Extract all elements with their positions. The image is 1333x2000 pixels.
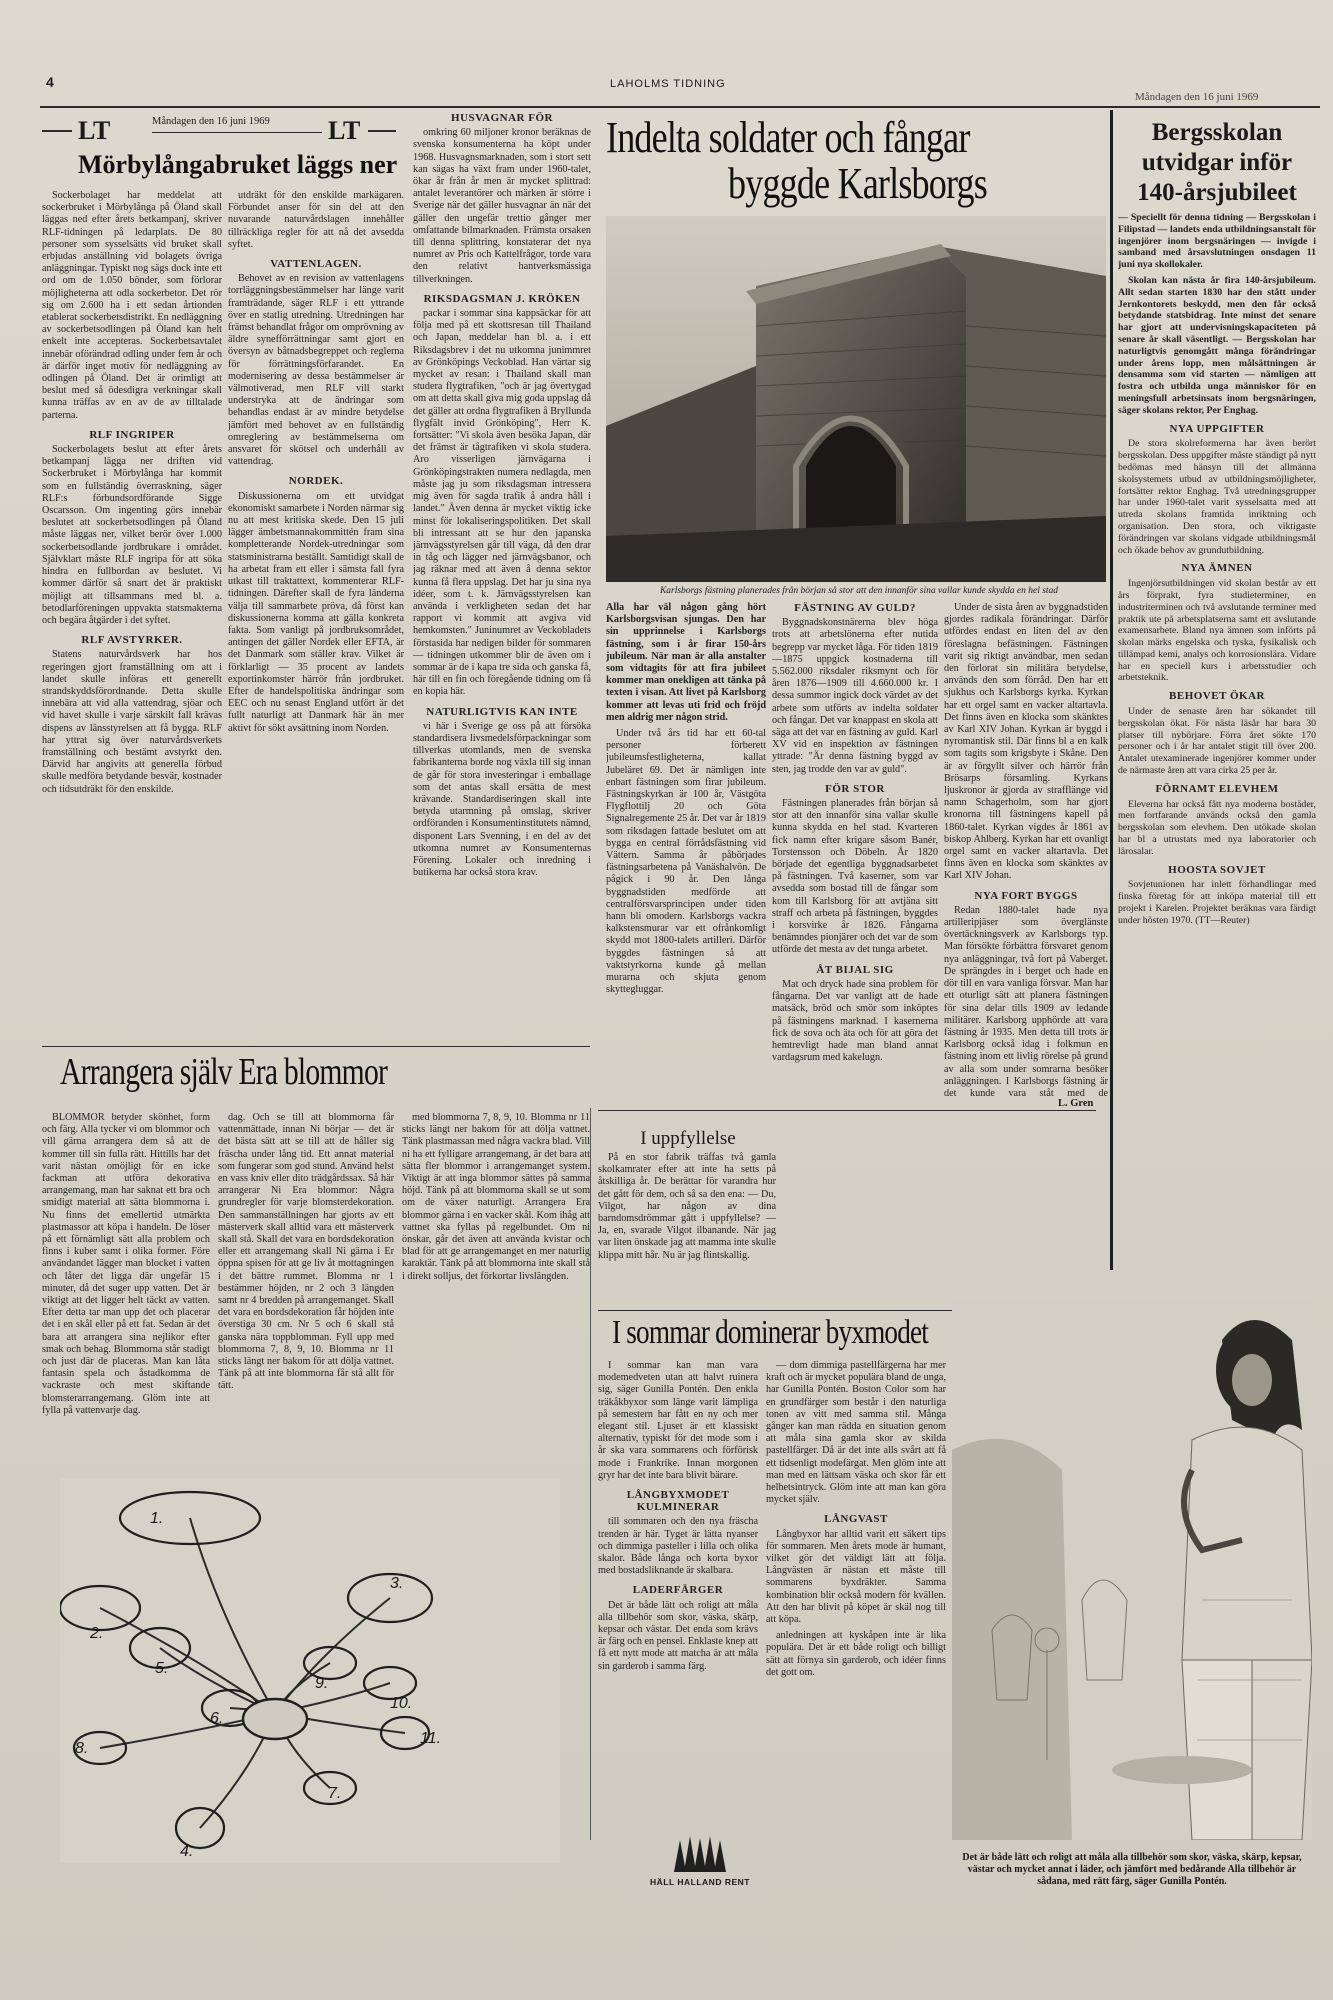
- sugar-column-1: [42, 190, 222, 1042]
- byxmode-paragraph: Långbyxor har alltid varit ett säkert tips för sommaren. Men årets mode är humant, vilket gör det väldigt lätt att följa. Långvästen är nästan ett måste till sommarens byxdräkter. Samma kombination blir också modern för kvällen. Att den har blivit på köpet är skäl nog till att köpa.: [766, 1528, 946, 1626]
- bergsskolan-headline: [1114, 118, 1320, 210]
- bergsskolan-headline-line3: 140-årsjubileet: [1137, 179, 1297, 206]
- bergsskolan-subhead-behovet: BEHOVET ÖKAR: [1169, 690, 1265, 703]
- flower-number-label: 3.: [390, 1575, 404, 1592]
- fashion-model-illustration: [952, 1300, 1312, 1840]
- paper-name: LAHOLMS TIDNING: [610, 78, 726, 90]
- byxmode-subhead-langvast: LÅNGVAST: [824, 1513, 888, 1526]
- karlsborg-fortress-photo: [606, 216, 1106, 582]
- flowers-column-1: [42, 1112, 210, 1468]
- notice-paragraph: packar i sommar sina kappsäckar för att följa med på ett skottsresan till Thailand och Japan, meddelar han bl. a. i ett Riksdagsbrev i det nu utkomna junimmret av Grönköpings Veckoblad. Han värtar sig mycket av resan: i Thailand skall man studera flygtrafiken, "och är jag övertygad om att detta skall giva mig goda uppslag då det gäller att ordna flygtrafiken å Bryllunda flygfält invid Grönköping", Herr K. fortsätter: "Vi skola även besöka Japan, där det främst är tågtrafiken vi skola studera. Aro visserligen järnvägarna i Grönköpingstrakten numera nedlagda, men måste jag ju som riksdagsman intressera mig även för sagda trafik å andra håll i landet." Även denna är mycket viktig icke minst för lokaliseringspolitiken. Det skall bli intressant att se hur den japanska järnvägsstyrelsen går till väga, då den drar in tåg och lägger ned järnvägsbanor, och jag räknar med att även å denna sektor kunna få flera uppslag. Det har ju sina nya idéer, som t. k. Järnvägsstyrelsen kan använda i verkligheten sedan det har rapport vi kommit att avgiva vid hemkomsten." Juninumret av Veckobladets förstasida har nedigen bilder för sommaren — tidningen utkommer blir de även om i sommar är de i kapa tre sida och ganska få, här till en fin och föregående tidning om få en kopia här.: [413, 308, 591, 698]
- hall-halland-rent-ad: [640, 1836, 760, 1896]
- bergsskolan-column: [1118, 212, 1316, 1262]
- karlsborg-headline-line2: byggde Karlsborgs: [728, 159, 987, 208]
- flower-number-label: 10.: [390, 1695, 413, 1712]
- bergsskolan-headline-line2: utvidgar inför: [1141, 149, 1293, 176]
- lt-logo-right: LT: [328, 116, 361, 145]
- header-date: Måndagen den 16 juni 1969: [1135, 91, 1259, 103]
- sidebar-divider: [1110, 110, 1113, 1270]
- sugar-headline: Mörbylångabruket läggs ner: [78, 150, 398, 179]
- masthead-date: Måndagen den 16 juni 1969: [152, 116, 270, 127]
- flower-number-label: 1.: [150, 1510, 164, 1527]
- bergsskolan-subhead-uppgifter: NYA UPPGIFTER: [1169, 422, 1265, 435]
- flowers-paragraph: med blommorna 7, 8, 9, 10. Blomma nr 11 sticks längt ner bakom för att dölja vattnet. Tänk plastmassan med några vackra blad. Vill ni ha ett fylligare arrangemang, är det bara att sätta fler blommor i arrangemanget system. Viktigt är att inga blommor sättes på samma höjd. Tänk på att blommorna skall se ut som om de växer naturligt. Arrangera Era blommor gärna i en vacker skål. Kom ihåg att vattnet ska fyllas på regelbundet. Om ni önskar, går det även att använda kvistar och blad för att ge arrangemanget en mer naturlig karaktär. Tänk på att blommorna inte skall stå i direkt solljus, det förkortar livslängden.: [402, 1112, 590, 1282]
- karlsborg-lede: Alla har väl någon gång hört Karlsborgsvisan sjungas. Den har sin upprinnelse i Karlsborgs fästning, som i år firar 150-års jubileum. När man är alla anstalter som vidtagits för att fira jubileet kommer man onekligen att tänka på texten i visan. Att livet på Karlsborg kommer att levas uti frid och fröjd men aldrig mer någon strid.: [606, 602, 766, 723]
- karlsborg-paragraph: Mat och dryck hade sina problem för fångarna. Det var vanligt att de hade matsäck, bröd och smör som inköptes på fästningens marknad. I kasernerna fick de sova och äta och för att göra det hemtrevligt hade man bland annat vardagsrum med kakelugn.: [772, 978, 938, 1064]
- karlsborg-column-3: [944, 602, 1108, 1100]
- karlsborg-subhead-guld: FÄSTNING AV GULD?: [794, 602, 916, 614]
- byxmode-column-1: [598, 1360, 758, 1840]
- flowers-paragraph: dag. Och se till att blommorna får vattenmättade, innan Ni börjar — det är det bästa sätt att se till att de håller sig fräscha under lång tid. Ett annat material som fungerar som god stund. Använd helst en vass kniv eller dito trädgårdssax. Så här arrangerar Ni Era blommor: Några grundregler för varje blomsterdekoration. Den sammanställningen har gjorts av ett mästerverk skall alltid vara ett mästerverk skall stå. Skall det vara en bordsdekoration eller ett arrangemang skall Ni gärna i Er öppna spisen för att ge liv åt mottagningen i det bättre rummet. Blomma nr 1 bestämmer höjden, nr 2 och 3 längden samt nr 4 bredden på arrangemanget. Skall det vara en bordsdekoration får höjden inte överstiga 30 cm. Nr 5 och 6 skall stå ganska nära toppblomman. Fyll upp med blommorna 7, 8, 9, 10. Blomma nr 11 sticks längt ner bakom för att dölja vattnet. Tänk på att inte blommorna får stå allt för tätt.: [218, 1112, 394, 1392]
- karlsborg-headline: [598, 112, 1110, 210]
- notice-subhead-husvagnar: HUSVAGNAR FÖR: [451, 112, 553, 124]
- bergsskolan-subhead-amnen: NYA ÄMNEN: [1181, 562, 1253, 575]
- byxmode-subhead-langbyxmodet: LÅNGBYXMODET KULMINERAR: [626, 1489, 730, 1514]
- uppfyllelse-top-rule: [598, 1110, 1096, 1111]
- sugar-paragraph: Behovet av en revision av vattenlagens torrläggningsbestämmelser har länge varit framträdande, säger RLF i ett yttrande över en statlig utredning. Utredningen har främst behandlat frågor om omprövning av äldre synefförrättningar samt gjort en översyn av båtnadsbegreppet och reglerna för förrättningsförfarandet. En modernisering av dessa bestämmelser är välmotiverad, men RLF vill starkt understryka att de ändringar som behandlas endast är av mindre betydelse jämfört med behovet av en fullständig omreglering av bestämmelserna om ansvaret för skötsel och underhåll av vattendrag.: [228, 273, 404, 468]
- notice-paragraph: vi här i Sverige ge oss på att försöka standardisera livsmedelsförpackningar som tillverkas utomlands, men de svenska fabrikanterna borde nog växla till sig innan de går för stora investeringar i emballage som det antas skall ersätta de mest krävande. Standardiseringen skall inte betyda utarmning på omslag, skriver ordföranden i Konsumentinstitutets nämnd, disponent Lars Svenning, i en del av det utkomna numret av Konsumenternas Förening. Lokaler och inredning i butikerna har också stora krav.: [413, 720, 591, 879]
- flower-number-label: 8.: [75, 1740, 89, 1757]
- fashion-photo: [952, 1300, 1312, 1840]
- masthead-rule-left: [42, 130, 72, 132]
- sugar-paragraph: Sockerbolagets beslut att efter årets betkampanj lägga ner driften vid Sockerbruket i Mörbylånga har kommit som en fullständig överraskning, säger RLF:s förbundsordförande Sigge Oscarsson. Om ingenting görs innebär beslutet att sockerbetsodlingen på Öland måste läggas ner, vilket berör över 1.000 sockerbetsodlande jordbrukare i området. Självklart måste RLF ingripa för att söka hindra en fullbordan av beslutet. Vi kommer därför så snart det är praktiskt möjligt att tillsammans med bl. a. betodlarföreningen uppvakta statsmakterna och begära åtgärder i det syftet.: [42, 444, 222, 626]
- lt-masthead: [42, 116, 422, 144]
- flower-number-label: 4.: [180, 1843, 194, 1860]
- byxmode-column-2: [766, 1360, 946, 1780]
- karlsborg-paragraph: Fästningen planerades från början så stor att den innanför sina vallar skulle kunna skydda en hel stad. Kvarteren fick namn efter krigare såsom Banér, Torstensson och Döbeln. År 1820 började det egentliga byggnadsarbetet på fästningen. Två kaserner, som var avsedda som bostad till de fångar som kom till Karlsborg för att avtjäna sitt straff och arbeta på fästningen, byggdes i korsvirke år 1826. Fångarna benämndes pionjärer och det var de som utförde det mesta av det tunga arbetet.: [772, 798, 938, 956]
- bergsskolan-paragraph: Sovjetunionen har inlett förhandlingar med finska företag för att inköpa material till ett projekt i Karelen. Projektet beräknas vara färdigt under hösten 1970. (TT—Reuter): [1118, 879, 1316, 926]
- bergsskolan-headline-line1: Bergsskolan: [1151, 119, 1283, 146]
- karlsborg-column-2: [772, 602, 938, 1100]
- flower-number-label: 11.: [420, 1730, 442, 1747]
- karlsborg-headline-line1: Indelta soldater och fångar: [606, 113, 970, 162]
- notices-column: [413, 112, 591, 1042]
- ad-brand-text: HÄLL HALLAND RENT: [650, 1877, 750, 1887]
- byxmode-paragraph: till sommaren och den nya fräscha trenden är här. Tyget är lätta nyanser och dimmiga pasteller i lilla och olika skalor. Både långa och korta byxor med bostadsliknande är skalbara.: [598, 1516, 758, 1577]
- flower-arrangement-diagram: [60, 1478, 560, 1863]
- byxmode-paragraph: I sommar kan man vara modemedveten utan att halvt ruinera sig, säger Gunilla Pontén. Den enkla träkåkbyxor som länge varit lämpliga på semestern har fått en ny och mer elegant stil. Ljuset är ett klassiskt alternativ, typiskt för det mode som i år ska vara sommarens och förförisk mode i Frankrike. Innan morgonen gryr har det inte bara blivit bärare.: [598, 1360, 758, 1481]
- notice-subhead-naturligtvis: NATURLIGTVIS KAN INTE: [426, 705, 578, 718]
- bergsskolan-paragraph: De stora skolreformerna har även berört bergsskolan. Dess uppgifter måste ständigt på nytt bedömas med hänsyn till det allmänna skolsystemets utbud av utbildningsmöjligheter, fortsätter rektor Enghag. Två utredningsgrupper har under 1960-talet varit sysselsatta med att utreda skolans framtida inriktning och organisation. Den stora, och viktigaste förändringen var skolans vidgade utbildningsmål och ökade behov av grundutbildning.: [1118, 438, 1316, 556]
- bergsskolan-paragraph: Under de senaste åren har sökandet till bergsskolan ökat. För nästa läsår har bara 30 platser till nybörjare. Förra året sökte 170 personer och i år har antalet stigit till över 200. Antalet utexaminerade ingenjörer kommer under de närmaste åren att vara cirka 25 per år.: [1118, 706, 1316, 777]
- karlsborg-paragraph: Byggnadskonstnärerna blev höga trots att arbetslönerna efter nutida begrepp var mycket låga. För tiden 1819—1875 uppgick kostnaderna till 5.562.000 riksdaler riksmynt och för åren 1876—1909 till 4.660.000 kr. I dessa summor ingick dock värdet av det arbete som utförts av indelta soldater och fångar. Det var knappast en skola att säga att det var en fästning av guld. Karl XV vid en inspektion av fästningen yttrade: "Är denna fästning byggd av sten, jag trodde den var av guld".: [772, 617, 938, 775]
- karlsborg-subhead-for-stor: FÖR STOR: [825, 782, 885, 795]
- lt-logo-left: LT: [78, 116, 111, 145]
- flowers-headline: Arrangera själv Era blommor: [60, 1051, 388, 1093]
- notice-subhead-riksdagsman: RIKSDAGSMAN J. KRÖKEN: [423, 292, 581, 305]
- bergsskolan-paragraph: Ingenjörsutbildningen vid skolan består av ett års förprakt, fyra studieterminer, en industriterminen och två avslutande terminer med praktik ute på arbetsplatserna samt ett avslutande examensarbete. Bland nya ämnen som införts på skolan märks engelska och tyska, fysikalisk och tillämpad kemi, analys och korrosionslära. Vidare har en speciell kurs i arbetsstudier och arbetsteknik.: [1118, 578, 1316, 684]
- uppfyllelse-column: [598, 1152, 776, 1322]
- karlsborg-paragraph: Redan 1880-talet hade nya artilleripjäser som överglänste övertäckningsverk av Karlsborgs typ. Man försökte förbättra försvaret genom nya anläggningar, två fort på Vaberget. De sprängdes in i berget och hade en dör till en vara vanliga försvar. Man har ett oturligt sätt att planera fästningen för sina delar tills 1909 av ledande militärer. Karlsborg upphörde att vara fästning år 1935. Men detta till trots är Karlsborg också idag i folkmun en fästning inom ett livlig rörelse på grund av alla som under somrarna besöker anläggningen. I Karlsborgs fästning är det kunde vara ståt med de: [944, 904, 1108, 1099]
- flower-number-label: 6.: [210, 1710, 224, 1727]
- ad-logo-icon: [670, 1836, 730, 1872]
- sugar-paragraph: utdräkt för den enskilde markägaren. Förbundet anser för sin del att den nuvarande naturvårdslagen innehåller tillräckliga regler för att nå det avsedda syftet.: [228, 190, 404, 250]
- karlsborg-photo-caption: Karlsborgs fästning planerades från början så stor att den innanför sina vallar kunde skydda en hel stad: [659, 586, 1059, 596]
- flower-diagram-svg: [60, 1478, 560, 1863]
- flower-number-label: 7.: [328, 1785, 342, 1802]
- karlsborg-column-1: [606, 602, 766, 1100]
- fashion-photo-caption: Det är både lätt och roligt att måla alla tillbehör som skor, väska, skärp, kepsar, västar och mycket annat i läder, och jämfört med bedårande Alla tillbehör är sådana, med rätt färg, säger Gunilla Pontén.: [962, 1852, 1302, 1887]
- sugar-paragraph: Statens naturvårdsverk har hos regeringen gjort framställning om att i landet skulle införas ett generellt strandskyddsförordnande. Detta skulle innebära att vid alla vattendrag, sjöar och vid havet skulle i varje särskilt fall krävas dispens av länsstyrelsen att få bygga. RLF har yttrat sig över naturvårdsverkets framställning och bestämt avstyrkt den. Därvid har angivits att generella förbud skulle medföra betydande besvär, kostnader och tidsutdräkt för den enskilde.: [42, 649, 222, 795]
- flowers-column-3: [402, 1112, 590, 1460]
- sugar-paragraph: Sockerbolaget har meddelat att sockerbruket i Mörbylånga på Öland skall läggas ned efter årets betkampanj, skriver RLF-tidningen på ledarplats. De 80 personer som sysselsätts vid bruket skall erbjudas anställning vid bolagets övriga anläggningar. Typiskt nog sägs dock inte ett ord om de 1.050 bönder, som förlorar möjligheterna att odla sockerbetor. Det rör sig om 2.600 ha i ett sedan årtionden etablerat sockerbetsdistrikt. En nedläggning av sockerbetsodlingen på Öland kan helt enkelt inte accepteras. Sockerbetsavtalet innebär oförändrad odling under fem år och är därför inget motiv för nedläggning av odlingen på Öland. Det är orimligt att beslut med så ödesdigra verkningar skall kunna träffas av en av de av tilltalade parterna.: [42, 190, 222, 421]
- byxmode-paragraph: anledningen att kyskåpen inte är lika populära. Det är ett både roligt och billigt sätt att förnya sin garderob, och idéer finns det gott om.: [766, 1630, 946, 1678]
- sugar-column-2: [228, 190, 404, 1042]
- byxmode-headline: I sommar dominerar byxmodet: [612, 1314, 929, 1351]
- flower-vase: [243, 1699, 307, 1739]
- bergsskolan-paragraph: Skolan kan nästa år fira 140-årsjubileum. Allt sedan starten 1830 har den stått under Jernkontorets beskydd, men den får också betydande statsbidrag. Inte minst det senare har gjort att undervisningskapaciteten på senare år skall väsentligt. — Bergsskolan har naturligtvis genomgått många förändringar under årens lopp, men målsättningen är densamma som vid starten — nämligen att fostra och utbilda unga människor för en meningsfull arbetsinsats inom bergsnäringen, säger skolans rektor, Per Enghag.: [1118, 274, 1316, 416]
- uppfyllelse-headline: I uppfyllelse: [640, 1128, 736, 1149]
- karlsborg-subhead-bijal: ÅT BIJAL SIG: [816, 963, 894, 976]
- flower-number-label: 9.: [315, 1675, 329, 1692]
- flowers-paragraph: BLOMMOR betyder skönhet, form och färg. Alla tycker vi om blommor och vill gärna arrangera dem så att de kommer till sin fulla rätt. Hittills har det varit nästan omöjligt för en icke fackman att utföra dekorativa arrangemang, man har saknat ett bra och smidigt material att sätta blommorna i. Nu finns det emellertid utmärkta plastmassor att köpa i handeln. De löser på ett förnämligt sätt alla problem och finns i kuber samt i olika former. Före användandet lägger man blocket i vatten och låter det ligga där ungefär 15 minuter, då det suger upp vatten. Det är viktigt att det ligger helt täckt av vatten. Efter detta tar man upp det och placerar det i en skål eller på ett fat. Sedan är det bara att arrangera sina nejlikor efter smak och behag. Blommorna står stadigt och just där de placeras. Man kan låta fantasin spela och åstadkomma de vackraste och mest skiftande blomsterarrangemang. Glöm inte att fylla på vattenvarje dag.: [42, 1112, 210, 1416]
- sugar-subhead-rlf-avstyrker: RLF AVSTYRKER.: [81, 634, 183, 647]
- masthead-rule-right: [368, 130, 396, 132]
- masthead-date-rule: [152, 132, 322, 133]
- sugar-subhead-vattenlagen: VATTENLAGEN.: [270, 258, 362, 271]
- karlsborg-paragraph: Under de sista åren av byggnadstiden gjordes radikala förändringar. Därför utfördes endast en liten del av den föreslagna befästningen. Fästningen varit sig riktigt användbar, men sedan den förlorat sin militära betydelse, används den som förråd. Den har ett sjukhus och Karlsborgs kyrka. Kyrkan har ett orgel samt en vacker altartavla. Det finns även en klocka som skänktes av Karl XIV Johan. Kyrkan är byggd i nyromantisk stil. Där finns bl a en kalk som tagits som krigsbyte i Skåne. Den är av förgyllt silver och härrör från Brösarps församling. Kyrkans ljuskronor är gjorda av strafflänge vid namn Schagerholm, som har gjort kronorna till fästningens kapell på 1860-talet. Kyrkan vigdes år 1861 av biskop Ahlberg. Kyrkan har ett ovanligt orgel samt en vacker altartavla. Det finns även en klocka som skänktes av Karl XIV Johan.: [944, 602, 1108, 882]
- karlsborg-subhead-nya-fort: NYA FORT BYGGS: [974, 889, 1078, 902]
- karlsborg-paragraph: Under två års tid har ett 60-tal personer förberett jubileumsfestligheterna, kallat Jubeläret 69. Det är nämligen inte enbart fästningen som firar jubileum. Fästningskyrkan är 100 år, Västgöta Flygflottilj 20 och Göta Signalregemente 25 år. Det var år 1819 som riksdagen fattade beslutet om att bygga en central förrådsfästning vid Vättern. Samma år påbörjades fästningsarbetena på Vanäshalvön. De pågick i 90 år. Den långa byggnadstiden medförde att centralförsvarsprincipen under tiden hann bli omodern. Karlsborgs vackra kalkstensmurar var ett ofrånkomligt skydd mot 1800-talets artilleri. Därför byggdes fästningen så att vaktstyrkorna kunde gå mellan murarna och skjuta genom skyttegluggar.: [606, 728, 766, 996]
- flowers-column-2: [218, 1112, 394, 1468]
- byxmode-paragraph: — dom dimmiga pastellfärgerna har mer kraft och är mycket populära bland de unga, har Gunilla Pontén. Boston Color som har en grundfärger som består i den naturliga tonen av vitt med samma stil. Många gånger kan man rädda en situation genom att måla sina gamla skor av skilda pastellfärger. Då är det inte alls svårt att få ett tidsenligt modefärgat. Men glöm inte att man med en lättsam väska och skor får ett helhetsintryck. Glöm inte att man kan göra mycket själv.: [766, 1360, 946, 1506]
- uppfyllelse-paragraph: På en stor fabrik träffas två gamla skolkamrater efter att inte ha setts på åtskilliga år. De berättar för varandra hur det gått för dem, och så sa den ena: — Du, Vilgot, har någon av dina barndomsdrömmar gått i uppfyllelse? — Ja, en, svarade Vilgot ilbanande. När jag var liten önskade jag att mamma inte skulle klippa mitt hår. Nu är jag flintskallig.: [598, 1152, 776, 1261]
- column-divider: [590, 1108, 591, 1840]
- karlsborg-byline: L. Gren: [1058, 1098, 1094, 1109]
- flower-number-label: 2.: [90, 1625, 104, 1642]
- flowers-top-rule: [42, 1046, 590, 1047]
- notice-paragraph: omkring 60 miljoner kronor beräknas de svenska konsumenterna ha köpt under 1968. Husvagnsmarknaden, som i stort sett kan sägas ha växt fram under 1960-talet, ökar år från år men är mycket splittrad: antalet leverantörer och märken är större i Sverige när det gäller husvagnar än när det gäller den ungefär trettio gånger mer omfattande bilmarknaden. Främsta orsaken till denna splittring, konstaterar det nya numret av Pris och Kattelfrågor, torde vara den relativt hantverksmässiga tillverkningen.: [413, 127, 591, 285]
- sugar-subhead-nordek: NORDEK.: [288, 475, 344, 488]
- byxmode-subhead-laderfarger: LADERFÄRGER: [632, 1584, 724, 1597]
- bergsskolan-lede: — Speciellt för denna tidning — Bergsskolan i Filipstad — landets enda utbildningsanstalt för ingenjörer inom bergsnäringen — invigde i samband med årsavslutningen onsdagen 11 juni nya skollokaler.: [1118, 212, 1316, 271]
- bergsskolan-paragraph: Eleverna har också fått nya moderna bostäder, men fortfarande används också den gamla bergsskolan som elevhem. Den utökade skolan har bl a utrustats med nya laboratorier och lärosalar.: [1118, 798, 1316, 857]
- header-rule: [40, 106, 1320, 108]
- bergsskolan-subhead-sovjet: HOOSTA SOVJET: [1168, 863, 1266, 876]
- flower-number-label: 5.: [155, 1660, 169, 1677]
- byxmode-paragraph: Det är både lätt och roligt att måla alla tillbehör som skor, väska, skärp, kepsar och västar. Det enda som krävs är färg och en pensel. Enklaste knep att få ett nytt mode att matcha är att måla sin garderob i samma färg.: [598, 1599, 758, 1672]
- fortress-illustration: [606, 216, 1106, 582]
- page-number: 4: [46, 74, 54, 90]
- bergsskolan-subhead-elevhem: FÖRNAMT ELEVHEM: [1155, 782, 1279, 795]
- sugar-paragraph: Diskussionerna om ett utvidgat ekonomiskt samarbete i Norden närmar sig nu att mest kritiska skede. Den 15 juli lägger ämbetsmannakommittén fram sina kompletterande Nordek-utredningar som statsministrarna beställt. Samtidigt skall de ha arbetat fram ett eller i sämsta fall fyra utkast till traktattext, kommenterar RLF-tidningen. Därefter skall de fyra länderna välja till sammarbete pröva, då först kan diskussionerna komma att gälla konkreta fakta. Som vanligt på jordbruksområdet, antingen det gäller Nordek eller EFTA, är det Danmark som ställer krav. Vilket är förklarligt — 35 procent av landets exportinkomster härrör från jordbruket. Efter de handelspolitiska ändringar som EEC och nu senast England utfört är det fullt naturligt att Danmark här än mer aktivt för sökt avsättning inom Norden.: [228, 490, 404, 734]
- sugar-subhead-rlf-ingriper: RLF INGRIPER: [89, 428, 175, 441]
